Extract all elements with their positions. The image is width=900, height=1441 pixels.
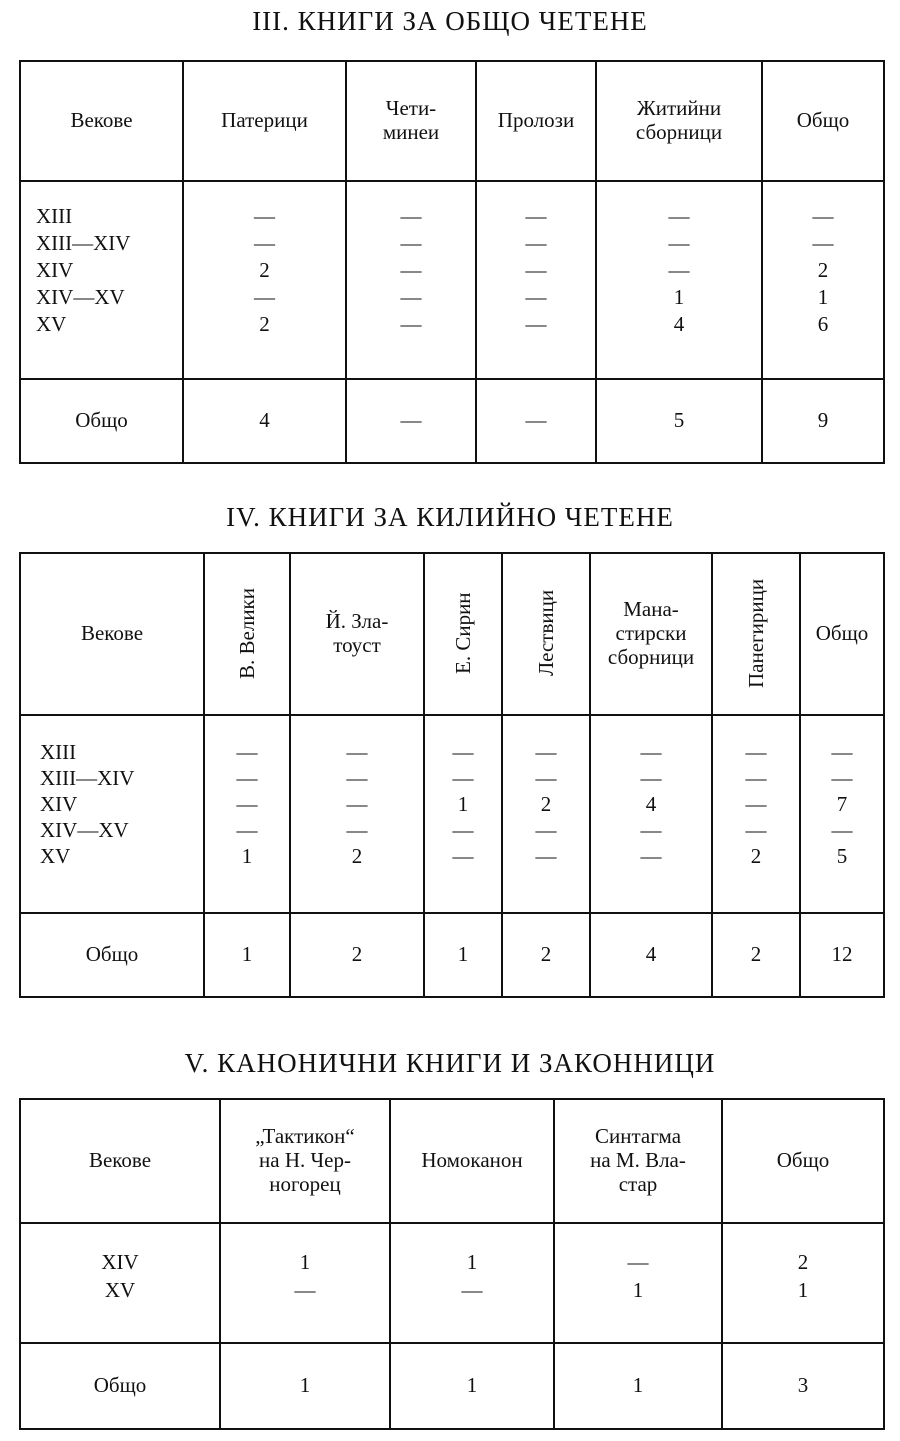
- total-label: Общо: [75, 407, 128, 432]
- table-cell: —: [640, 740, 662, 764]
- row-label: XIV: [101, 1250, 139, 1274]
- table-cell: 1: [673, 285, 685, 309]
- table-cell: —: [346, 740, 368, 764]
- table-cell: —: [400, 204, 422, 228]
- total-label: Общо: [85, 941, 139, 966]
- rule-header: [20, 1222, 884, 1224]
- table-cell: 4: [673, 312, 685, 336]
- table-cell: —: [745, 818, 767, 842]
- table-cell: 1: [299, 1250, 311, 1274]
- table-cell: —: [745, 792, 767, 816]
- table-cell: —: [535, 766, 557, 790]
- table-cell: —: [400, 258, 422, 282]
- table-cell: —: [535, 844, 557, 868]
- table-cell: 2: [817, 258, 829, 282]
- total-label: Общо: [93, 1372, 147, 1397]
- table-cell: —: [400, 312, 422, 336]
- total-cell: —: [400, 407, 422, 432]
- table-cell: 1: [466, 1250, 478, 1274]
- column-header: Й. Зла- тоуст: [325, 608, 389, 657]
- table-cell: 2: [750, 844, 762, 868]
- total-cell: 2: [540, 941, 552, 966]
- table-cell: —: [525, 312, 547, 336]
- total-cell: 12: [831, 941, 853, 966]
- column-header: Номоканон: [421, 1147, 523, 1172]
- table-cell: 5: [836, 844, 848, 868]
- total-cell: 3: [797, 1372, 809, 1397]
- table-cell: —: [236, 766, 258, 790]
- column-header: Синтагма на М. Вла- стар: [590, 1123, 686, 1197]
- table-3-title: III. КНИГИ ЗА ОБЩО ЧЕТЕНЕ: [252, 6, 648, 36]
- table-cell: 7: [836, 792, 848, 816]
- column-header: Чети- минеи: [382, 95, 440, 144]
- column-header: Общо: [815, 620, 869, 645]
- table-cell: —: [236, 792, 258, 816]
- row-label: XIII: [40, 740, 77, 764]
- total-cell: 4: [645, 941, 657, 966]
- table-cell: 1: [632, 1278, 644, 1302]
- table-cell: —: [452, 766, 474, 790]
- total-cell: 1: [241, 941, 253, 966]
- table-cell: —: [400, 231, 422, 255]
- table-4-title: IV. КНИГИ ЗА КИЛИЙНО ЧЕТЕНЕ: [226, 502, 674, 532]
- table-cell: —: [294, 1278, 316, 1302]
- table-cell: —: [236, 818, 258, 842]
- column-header: Пролози: [497, 107, 575, 132]
- table-cell: 2: [797, 1250, 809, 1274]
- table-cell: —: [745, 766, 767, 790]
- table-cell: 6: [817, 312, 829, 336]
- table-cell: —: [831, 818, 853, 842]
- row-label: XIV—XV: [36, 285, 125, 309]
- column-header: Житийни сборници: [635, 95, 723, 144]
- table-cell: —: [525, 231, 547, 255]
- row-label: XIII—XIV: [36, 231, 131, 255]
- total-cell: 1: [632, 1372, 644, 1397]
- table-cell: —: [346, 818, 368, 842]
- column-header: „Тактикон“ на Н. Чер- ногорец: [255, 1123, 355, 1197]
- table-cell: —: [535, 818, 557, 842]
- row-label: XIV—XV: [40, 818, 129, 842]
- row-label: XIV: [40, 792, 78, 816]
- table-cell: 2: [540, 792, 552, 816]
- total-cell: 9: [817, 407, 829, 432]
- total-cell: 2: [351, 941, 363, 966]
- table-cell: 1: [797, 1278, 809, 1302]
- table-cell: —: [640, 844, 662, 868]
- table-cell: 1: [457, 792, 469, 816]
- rule-bottom: [20, 996, 884, 998]
- table-cell: —: [236, 740, 258, 764]
- table-cell: —: [745, 740, 767, 764]
- table-cell: —: [831, 766, 853, 790]
- table-cell: —: [640, 818, 662, 842]
- table-cell: —: [831, 740, 853, 764]
- total-cell: 1: [299, 1372, 311, 1397]
- table-cell: —: [525, 204, 547, 228]
- rule-header: [20, 180, 884, 182]
- column-header: Е. Сирин: [450, 592, 475, 674]
- table-5-title: V. КАНОНИЧНИ КНИГИ И ЗАКОННИЦИ: [184, 1048, 716, 1078]
- table-cell: —: [400, 285, 422, 309]
- table-cell: —: [668, 204, 690, 228]
- column-header: Векове: [80, 620, 144, 645]
- table-cell: —: [812, 231, 834, 255]
- column-header: В. Велики: [234, 587, 259, 679]
- column-header: Патерици: [221, 107, 308, 132]
- row-label: XIII—XIV: [40, 766, 135, 790]
- table-cell: 4: [645, 792, 657, 816]
- table-cell: —: [452, 844, 474, 868]
- rule-header: [20, 714, 884, 716]
- table-cell: 1: [241, 844, 253, 868]
- table-cell: —: [812, 204, 834, 228]
- total-cell: —: [525, 407, 547, 432]
- column-header: Мана- стирски сборници: [607, 596, 695, 670]
- column-header: Общо: [796, 107, 850, 132]
- total-cell: 2: [750, 941, 762, 966]
- table-cell: 2: [259, 258, 270, 282]
- table-cell: —: [452, 740, 474, 764]
- column-header: Векове: [70, 107, 133, 132]
- total-cell: 1: [457, 941, 469, 966]
- table-cell: —: [254, 204, 275, 228]
- table-cell: —: [461, 1278, 483, 1302]
- row-label: XV: [36, 312, 67, 336]
- rule-bottom: [20, 462, 884, 464]
- row-label: XIV: [36, 258, 74, 282]
- table-cell: —: [668, 231, 690, 255]
- total-cell: 5: [673, 407, 685, 432]
- table-cell: —: [535, 740, 557, 764]
- total-cell: 4: [259, 407, 270, 432]
- column-header: Панегирици: [743, 578, 768, 688]
- table-cell: —: [525, 285, 547, 309]
- table-cell: —: [254, 231, 275, 255]
- total-cell: 1: [466, 1372, 478, 1397]
- table-cell: 2: [351, 844, 363, 868]
- column-header: Векове: [88, 1147, 152, 1172]
- row-label: XV: [104, 1278, 136, 1302]
- table-cell: 2: [259, 312, 270, 336]
- table-cell: —: [627, 1250, 649, 1274]
- table-cell: —: [640, 766, 662, 790]
- row-label: XIII: [36, 204, 73, 228]
- rule-bottom: [20, 1428, 884, 1430]
- column-header: Лествици: [533, 589, 558, 676]
- table-cell: —: [346, 766, 368, 790]
- table-cell: —: [525, 258, 547, 282]
- table-cell: —: [254, 285, 275, 309]
- table-cell: —: [452, 818, 474, 842]
- table-cell: —: [668, 258, 690, 282]
- table-cell: 1: [817, 285, 829, 309]
- row-label: XV: [40, 844, 71, 868]
- column-header: Общо: [776, 1147, 830, 1172]
- table-cell: —: [346, 792, 368, 816]
